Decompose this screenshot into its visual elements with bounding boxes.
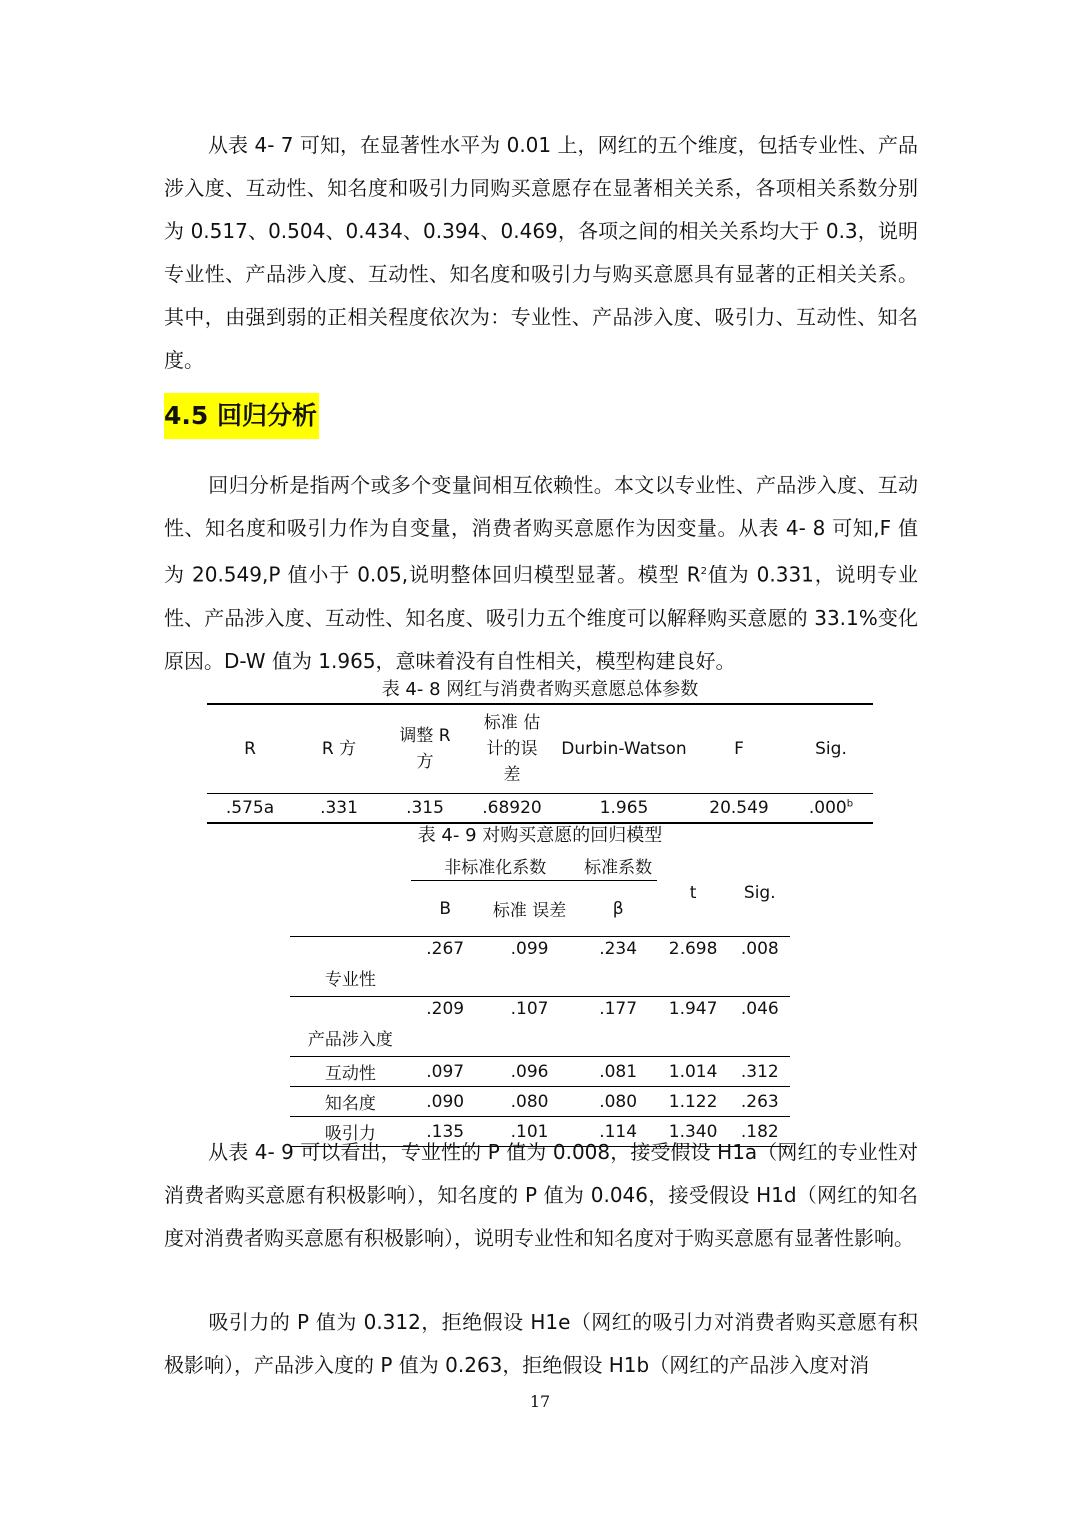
table9-cell: .312 <box>730 1057 790 1087</box>
r-squared-superscript: 2 <box>700 566 707 577</box>
table9-cell: .090 <box>411 1087 480 1117</box>
table8-header-cell <box>465 704 559 794</box>
table9-cell: .267 <box>411 937 480 997</box>
table9-col-t: t <box>689 883 697 903</box>
table9-cell: 1.014 <box>657 1057 730 1087</box>
table8-caption: 表 4- 8 网红与消费者购买意愿总体参数 <box>381 679 699 700</box>
table9-cell: .263 <box>730 1087 790 1117</box>
table9-cell: .182 <box>730 1117 790 1147</box>
table9-cell: .135 <box>411 1117 480 1147</box>
table9-cell: .080 <box>480 1087 580 1117</box>
table8 <box>207 703 873 824</box>
table9-cell: .114 <box>580 1117 657 1147</box>
table8-cell: 20.549 <box>689 794 789 824</box>
table9-row-label: 专业性 <box>290 937 411 997</box>
paragraph-correlation <box>164 124 918 382</box>
table9-empty-cell <box>290 881 411 937</box>
table9-empty-cell <box>290 850 411 881</box>
table8-header-cell: R 方 <box>293 704 385 794</box>
table9-row-label: 知名度 <box>290 1087 411 1117</box>
table9-cell: .097 <box>411 1057 480 1087</box>
table8-header-text: 标准 估计的误差 <box>483 713 541 785</box>
table-row <box>290 1057 790 1087</box>
table-row <box>290 997 790 1057</box>
table9-cell: 1.122 <box>657 1087 730 1117</box>
table9-cell: 1.340 <box>657 1117 730 1147</box>
table8-header-cell: R <box>207 704 293 794</box>
table8-data-row <box>207 794 873 824</box>
table9-cell: .099 <box>480 937 580 997</box>
table8-sig-value: .000 <box>808 798 847 818</box>
table8-cell: .575a <box>207 794 293 824</box>
table9-row-label: 吸引力 <box>290 1117 411 1147</box>
paragraph-hypothesis-reject <box>164 1301 918 1387</box>
page-number: 17 <box>529 1392 551 1411</box>
paragraph-regression-text-b: 值为 0.331，说明专业性、产品涉入度、互动性、知名度、吸引力五个维度可以解释购买意愿的 33.1%变化原因。D-W 值为 1.965，意味着没有自性相关，模型构建良好。 <box>164 562 918 673</box>
table8-cell: 1.965 <box>559 794 689 824</box>
table-row <box>290 937 790 997</box>
table9-cell: .234 <box>580 937 657 997</box>
table9-cell: .046 <box>730 997 790 1057</box>
table9-caption: 表 4- 9 对购买意愿的回归模型 <box>417 825 663 846</box>
table8-cell <box>789 794 873 824</box>
table9-row-label: 互动性 <box>290 1057 411 1087</box>
paragraph-hypothesis-accept-text: 从表 4- 9 可以看出，专业性的 P 值为 0.008，接受假设 H1a（网红的专业性对消费者购买意愿有积极影响），知名度的 P 值为 0.046，接受假设 H1d（网红的知名度对消费者购买意愿有积极影响），说明专业性和知名度对于购买意愿有显著性影响。 <box>164 1140 918 1250</box>
table9-col-b: B <box>411 881 480 937</box>
table9-cell: .209 <box>411 997 480 1057</box>
table8-cell: .315 <box>385 794 465 824</box>
table8-header-text: 调整 R 方 <box>399 726 451 772</box>
table8-header-row <box>207 704 873 794</box>
paragraph-correlation-text: 从表 4- 7 可知，在显著性水平为 0.01 上，网红的五个维度，包括专业性、产品涉入度、互动性、知名度和吸引力同购买意愿存在显著相关关系，各项相关系数分别为 0.517、0.504、0.434、0.394、0.469，各项之间的相关关系均大于 0.3，说明专业性、产品涉入度、互动性、知名度和吸引力与购买意愿具有显著的正相关关系。其中，由强到弱的正相关程度依次为：专业性、产品涉入度、吸引力、互动性、知名度。 <box>164 133 918 372</box>
table8-header-cell <box>385 704 465 794</box>
table9-cell: .081 <box>580 1057 657 1087</box>
table9-group-unstd: 非标准化系数 <box>444 857 547 878</box>
table9-cell: .096 <box>480 1057 580 1087</box>
table9-cell: .008 <box>730 937 790 997</box>
table9-cell: .177 <box>580 997 657 1057</box>
table9-group-header-row <box>290 850 790 881</box>
table-row <box>290 1087 790 1117</box>
table9-cell: .080 <box>580 1087 657 1117</box>
paragraph-regression <box>164 464 918 683</box>
table8-sig-superscript: b <box>846 798 854 810</box>
table9-cell: .101 <box>480 1117 580 1147</box>
table9-group-std: 标准系数 <box>584 857 653 878</box>
table8-cell: .331 <box>293 794 385 824</box>
paragraph-hypothesis-reject-text: 吸引力的 P 值为 0.312，拒绝假设 H1e（网红的吸引力对消费者购买意愿有积极影响），产品涉入度的 P 值为 0.263，拒绝假设 H1b（网红的产品涉入度对消 <box>164 1310 918 1377</box>
table8-header-cell: F <box>689 704 789 794</box>
table9-col-beta: β <box>580 881 657 937</box>
table9-cell: 1.947 <box>657 997 730 1057</box>
section-heading: 4.5 回归分析 <box>164 393 319 439</box>
table8-header-cell: Sig. <box>789 704 873 794</box>
table9-col-se: 标准 误差 <box>480 881 580 937</box>
table9-row-label: 产品涉入度 <box>290 997 411 1057</box>
table9-col-sig: Sig. <box>743 883 776 903</box>
table9-cell: .107 <box>480 997 580 1057</box>
table9-cell: 2.698 <box>657 937 730 997</box>
table8-header-cell: Durbin-Watson <box>559 704 689 794</box>
table9 <box>290 850 790 1147</box>
paragraph-hypothesis-accept <box>164 1131 918 1260</box>
table8-cell: .68920 <box>465 794 559 824</box>
paragraph-regression-text-a: 回归分析是指两个或多个变量间相互依赖性。本文以专业性、产品涉入度、互动性、知名度和吸引力作为自变量，消费者购买意愿作为因变量。从表 4- 8 可知,F 值为 20.549,P 值小于 0.05,说明整体回归模型显著。模型 R <box>164 473 918 587</box>
